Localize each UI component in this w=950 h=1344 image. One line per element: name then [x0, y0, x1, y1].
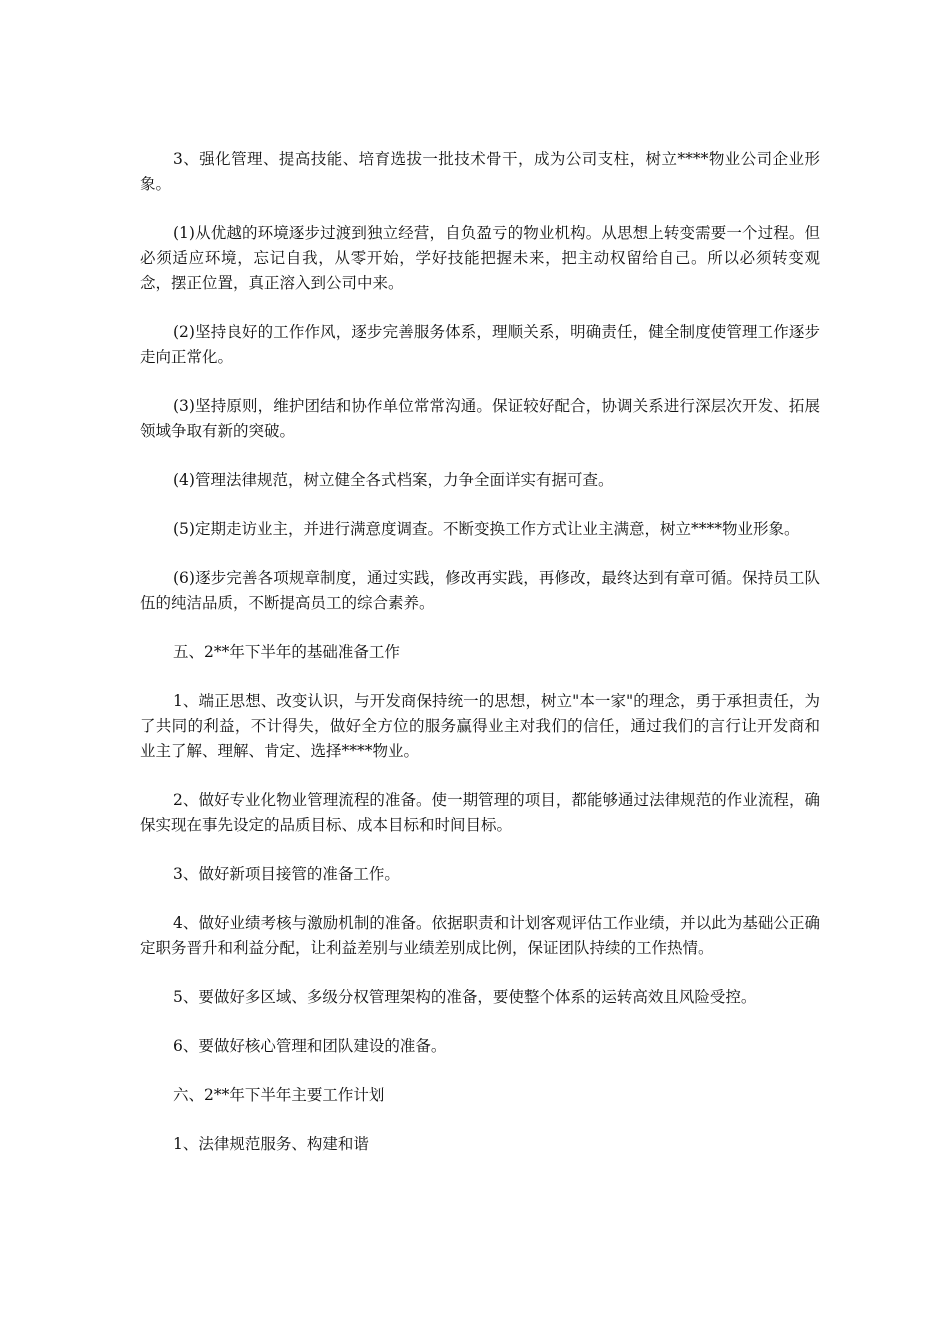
paragraph-plan-1: 1、法律规范服务、构建和谐 [173, 1135, 369, 1153]
paragraph-prep-6: 6、要做好核心管理和团队建设的准备。 [173, 1037, 447, 1055]
paragraph-prep-1: 1、端正思想、改变认识，与开发商保持统一的思想，树立"本一家"的理念，勇于承担责任，为了共同的利益，不计得失，做好全方位的服务赢得业主对我们的信任，通过我们的言行让开发商和业主了解、理解、肯定、选择****物业。 [140, 692, 820, 760]
paragraph-prep-4: 4、做好业绩考核与激励机制的准备。依据职责和计划客观评估工作业绩，并以此为基础公正确定职务晋升和利益分配，让利益差别与业绩差别成比例，保证团队持续的工作热情。 [140, 914, 820, 957]
paragraph-subitem-4: (4)管理法律规范，树立健全各式档案，力争全面详实有据可查。 [173, 471, 614, 489]
paragraph-prep-3: 3、做好新项目接管的准备工作。 [173, 865, 400, 883]
paragraph-subitem-2: (2)坚持良好的工作作风，逐步完善服务体系，理顺关系，明确责任，健全制度使管理工作逐步走向正常化。 [140, 323, 820, 366]
paragraph-subitem-5: (5)定期走访业主，并进行满意度调查。不断变换工作方式让业主满意，树立****物业形象。 [173, 520, 800, 538]
paragraph-item-3: 3、强化管理、提高技能、培育选拔一批技术骨干，成为公司支柱，树立****物业公司企业形象。 [140, 150, 820, 193]
paragraph-prep-2: 2、做好专业化物业管理流程的准备。使一期管理的项目，都能够通过法律规范的作业流程，确保实现在事先设定的品质目标、成本目标和时间目标。 [140, 791, 820, 834]
paragraph-subitem-6: (6)逐步完善各项规章制度，通过实践，修改再实践，再修改，最终达到有章可循。保持员工队伍的纯洁品质，不断提高员工的综合素养。 [140, 569, 820, 612]
paragraph-subitem-1: (1)从优越的环境逐步过渡到独立经营，自负盈亏的物业机构。从思想上转变需要一个过程。但必须适应环境，忘记自我，从零开始，学好技能把握未来，把主动权留给自己。所以必须转变观念，摆正位置，真正溶入到公司中来。 [140, 224, 820, 292]
section-heading-five: 五、2**年下半年的基础准备工作 [173, 643, 400, 661]
paragraph-prep-5: 5、要做好多区域、多级分权管理架构的准备，要使整个体系的运转高效且风险受控。 [173, 988, 757, 1006]
section-heading-six: 六、2**年下半年主要工作计划 [173, 1086, 385, 1104]
paragraph-subitem-3: (3)坚持原则，维护团结和协作单位常常沟通。保证较好配合，协调关系进行深层次开发、拓展领域争取有新的突破。 [140, 397, 820, 440]
document-body [140, 147, 820, 1181]
